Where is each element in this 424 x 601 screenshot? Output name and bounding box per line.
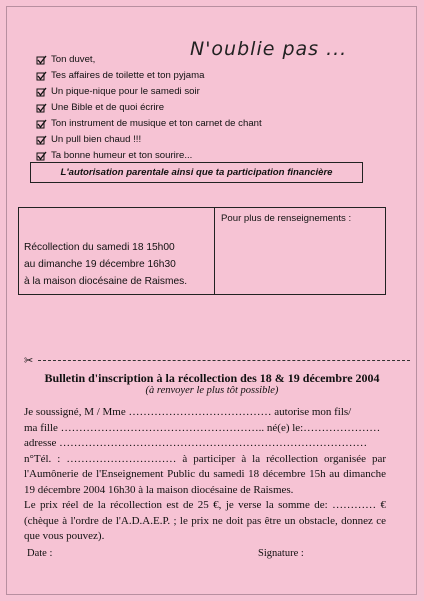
page-title: N'oublie pas ...	[190, 38, 348, 60]
checkbox-icon	[36, 135, 47, 145]
checkbox-icon	[36, 87, 47, 97]
scissors-icon: ✂	[24, 355, 34, 367]
list-item-label: Ton instrument de musique et ton carnet de chant	[51, 118, 262, 129]
checkbox-icon	[36, 119, 47, 129]
dashed-line	[38, 360, 410, 361]
checkbox-icon	[36, 151, 47, 161]
form-line-name[interactable]: Je soussigné, M / Mme ………………………………… autorise mon fils/	[24, 406, 352, 418]
signature-label: Signature :	[258, 548, 304, 559]
more-info-label: Pour plus de renseignements :	[221, 213, 352, 224]
info-box-divider	[214, 208, 215, 294]
list-item-label: Un pull bien chaud !!!	[51, 134, 142, 145]
list-item	[36, 100, 262, 116]
cut-line	[24, 355, 410, 367]
checkbox-icon	[36, 71, 47, 81]
form-line-address[interactable]: adresse …………………………………………………………………………	[24, 437, 368, 449]
registration-form	[24, 405, 386, 545]
list-item-label: Une Bible et de quoi écrire	[51, 102, 165, 113]
list-item-label: Tes affaires de toilette et ton pyjama	[51, 70, 205, 81]
form-subtitle: (à renvoyer le plus tôt possible)	[145, 385, 279, 396]
list-item	[36, 84, 262, 100]
list-item	[36, 132, 262, 148]
list-item	[36, 68, 262, 84]
list-item	[36, 52, 262, 68]
event-line: Récollection du samedi 18 15h00	[24, 242, 175, 253]
checklist	[36, 52, 262, 164]
form-line-child[interactable]: ma fille ……………………………………………….. né(e) le:…………………	[24, 421, 381, 434]
list-item	[36, 116, 262, 132]
event-details	[24, 239, 187, 290]
list-item-label: Ta bonne humeur et ton sourire...	[51, 150, 193, 161]
event-line: au dimanche 19 décembre 16h30	[24, 259, 176, 270]
checkbox-icon	[36, 55, 47, 65]
list-item-label: Ton duvet,	[51, 54, 96, 65]
form-line-phone[interactable]: n°Tél. : ………………………… à participer à la récollection organisée par l'Aumônerie de l'Enseignement Public du samedi 18 décembre 15h au dimanche 19 décembre 2004 16h30 à la maison diocésaine de Raismes.	[24, 452, 386, 496]
form-title: Bulletin d'inscription à la récollection des 18 & 19 décembre 2004	[44, 371, 380, 385]
form-line-price[interactable]: Le prix réel de la récollection est de 25 €, je verse la somme de: ………… € (chèque à l'ordre de l'A.D.A.E.P. ; le prix ne doit pas être un obstacle, donnez ce que vous pouvez).	[24, 499, 386, 542]
info-box	[18, 207, 386, 295]
date-label: Date :	[27, 548, 53, 559]
list-item-label: Un pique-nique pour le samedi soir	[51, 86, 200, 97]
checkbox-icon	[36, 103, 47, 113]
event-line: à la maison diocésaine de Raismes.	[24, 276, 188, 287]
authorisation-box: L'autorisation parentale ainsi que ta participation financière	[30, 162, 363, 183]
